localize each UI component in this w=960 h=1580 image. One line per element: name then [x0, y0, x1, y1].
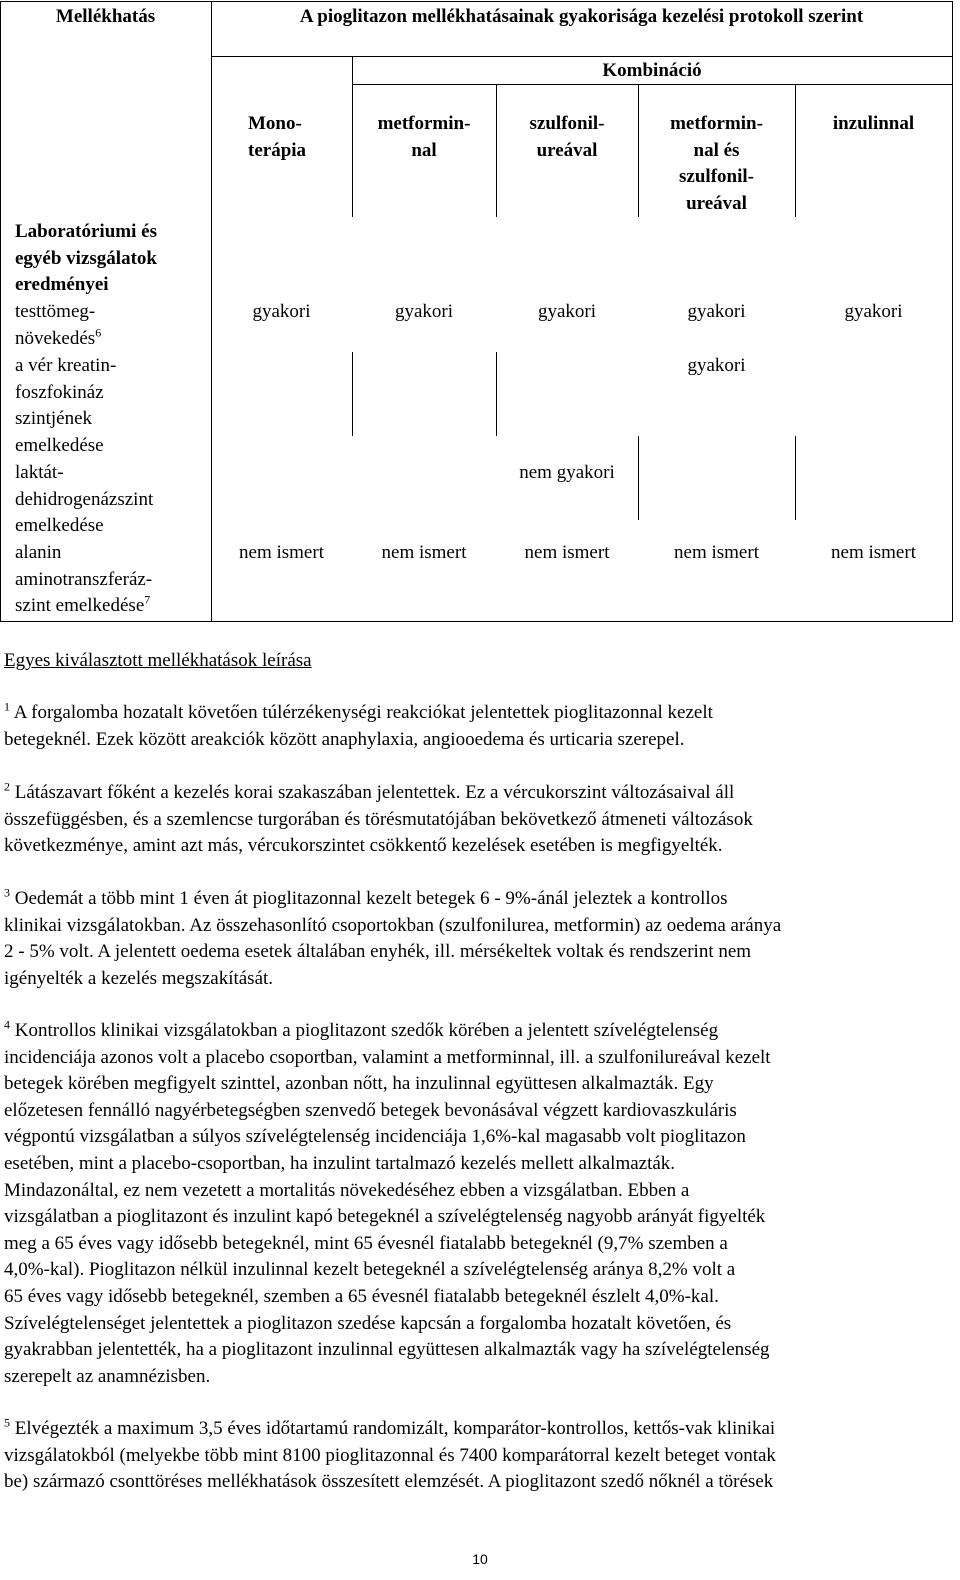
column-header-mellekhatas: Mellékhatás — [55, 6, 156, 27]
column-header-szulfonilureaval: szulfonil- ureával — [529, 113, 605, 161]
table-cell: nem ismert — [674, 542, 759, 563]
table-cell: nem ismert — [524, 542, 610, 563]
table-cell: gyakori — [537, 301, 597, 322]
table-cell: nem ismert — [239, 542, 324, 563]
table-col-divider — [352, 352, 353, 436]
table-border-top — [0, 1, 952, 2]
table-cell: gyakori — [687, 355, 746, 376]
table-border-right — [952, 1, 953, 622]
table-cell: nem gyakori — [519, 462, 615, 483]
table-col-divider — [496, 352, 497, 436]
table-col-divider — [638, 436, 639, 520]
table-cell: nem ismert — [381, 542, 467, 563]
row-label-laktatdehidrogenaz: laktát- dehidrogenázszint emelkedése — [15, 462, 154, 536]
footnote-1: $^1$ A forgalomba hozatalt követően túlérzékenységi reakciókat jelentettek pioglitazonnal kezelt betegeknél. Ezek között areakciók között anaphylaxia, angiooedema és urticaria szerepel. — [4, 699, 713, 750]
footnote-4: $^4$ Kontrollos klinikai vizsgálatokban a pioglitazont szedők körében a jelentett szívelégtelenség incidenciája azonos volt a placebo csoportban, valamint a metforminnal, ill. a szulfonilureával kezelt betegek körében megfigyelt szinttel, azonban nőtt, ha inzulinnal együttesen alkalmazták. Egy előzetesen fennálló nagyérbetegségben szenvedő betegek bevonásával végzett kardiovaszkuláris végpontú vizsgálatban a súlyos szívelégtelenség incidenciája 1,6%-kal magasabb volt pioglitazon esetében, mint a placebo-csoportban, ha inzulint tartalmazó kezelés mellett alkalmazták. Mindazonáltal, ez nem vezetett a mortalitás növekedéséhez ebben a vizsgálatban. Ebben a vizsgálatban a pioglitazont és inzulint kapó betegeknél a szívelégtelenség nagyobb arányát figyelték meg a 65 éves vagy idősebb betegeknél, mint 65 évesnél fiatalabb betegeknél (9,7% szemben a 4,0%-kal). Pioglitazon nélkül inzulinnal kezelt betegeknél a szívelégtelenség aránya 8,2% volt a 65 éves vagy idősebb betegeknél, szemben a 65 évesnél fiatalabb betegeknél észlelt 4,0%-kal. Szívelégtelenséget jelentettek a pioglitazon szedése kapcsán a forgalomba hozatalt követően, és gyakrabban jelentették, ha a pioglitazont inzulinnal együttesen alkalmazták vagy ha szívelégtelenség szerepelt az anamnézisben. — [4, 1017, 771, 1387]
column-header-inzulinnal: inzulinnal — [832, 113, 915, 134]
table-main-header: A pioglitazon mellékhatásainak gyakorisága kezelési protokoll szerint — [299, 6, 864, 27]
footnote-3: $^3$ Oedemát a több mint 1 éven át pioglitazonnal kezelt betegek 6 - 9%-ánál jeleztek a kontrollos klinikai vizsgálatokban. Az összehasonlító csoportokban (szulfonilurea, metformin) az oedema aránya 2 - 5% volt. A jelentett oedema esetek általában enyhék, ill. mérsékeltek voltak és rendszerint nem igényelték a kezelés megszakítását. — [4, 885, 782, 989]
table-col-divider — [795, 84, 796, 217]
table-cell: gyakori — [252, 301, 311, 322]
table-border-bottom — [0, 621, 952, 622]
column-header-monoterapia: Mono- terápia — [248, 113, 307, 161]
table-cell: nem ismert — [831, 542, 916, 563]
table-rule-under-main-header — [211, 56, 952, 57]
section-label-laboratory: Laboratóriumi és egyéb vizsgálatok eredményei — [15, 221, 157, 295]
footnote-2: $^2$ Látászavart főként a kezelés korai szakaszában jelentettek. Ez a vércukorszint változásaival áll összefüggésben, és a szemlencse turgorában és törésmutatójában bekövetkező átmeneti változások következménye, amint azt más, vércukorszintet csökkentő kezelések esetében is megfigyelték. — [4, 779, 753, 857]
table-col-divider — [795, 436, 796, 520]
table-cell: gyakori — [394, 301, 454, 322]
table-border-left — [0, 1, 1, 622]
column-header-metformin-szulfonil: metformin- nal és szulfonil- ureával — [670, 113, 763, 214]
column-header-metforminnal: metformin- nal — [377, 113, 471, 161]
row-label-testtomeg: testtömeg- növekedés$^6$ — [15, 301, 102, 349]
page-number: 10 — [472, 1551, 488, 1567]
row-label-kreatinfoszfokinaz: a vér kreatin- foszfokináz szintjének emelkedése — [15, 355, 117, 456]
table-cell: gyakori — [687, 301, 746, 322]
section-title: Egyes kiválasztott mellékhatások leírása — [4, 650, 312, 671]
footnote-5: $^5$ Elvégezték a maximum 3,5 éves időtartamú randomizált, komparátor-kontrollos, kettős-vak klinikai vizsgálatokból (melyekbe több mint 8100 pioglitazonnal és 7400 komparátorral kezelt beteget vontak be) származó csonttöréses mellékhatások összesített elemzését. A pioglitazont szedő nőknél a törések — [4, 1415, 776, 1493]
row-label-alanin-aminotranszferaz: alanin aminotranszferáz- szint emelkedése$^7$ — [15, 542, 153, 616]
table-cell: gyakori — [844, 301, 903, 322]
column-header-kombinacio: Kombináció — [602, 60, 702, 81]
